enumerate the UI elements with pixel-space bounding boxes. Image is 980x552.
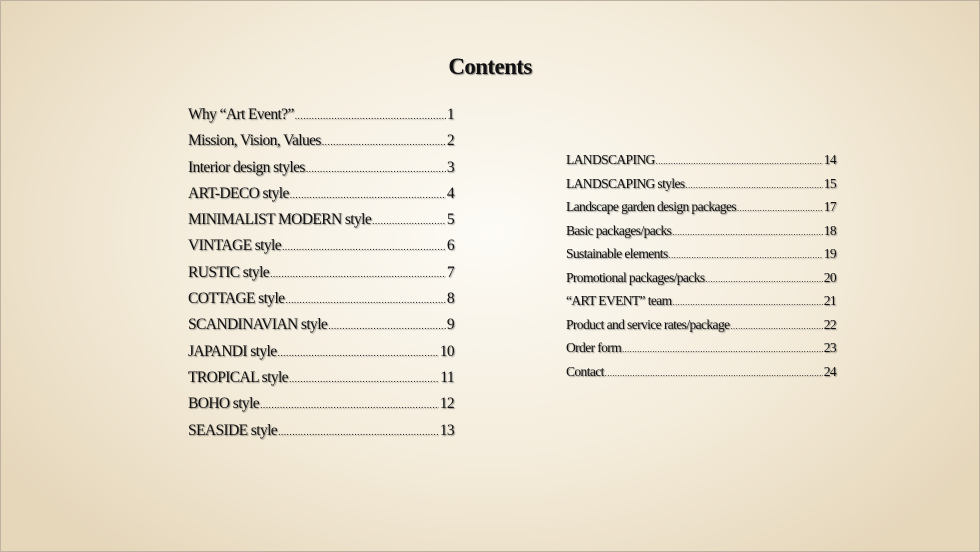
toc-leader-dots [622,345,823,354]
toc-entry [566,223,836,247]
toc-entry-page: 1 [446,106,454,123]
toc-leader-dots [328,322,446,332]
toc-entry [566,270,836,294]
toc-entry-page: 8 [446,290,454,308]
toc-entry-label: RUSTIC style [188,263,270,281]
toc-leader-dots [669,251,823,260]
toc-entry-label: Interior design styles [188,158,305,176]
toc-entry-label: Product and service rates/package [566,316,730,332]
toc-leader-dots [289,375,439,385]
toc-entry [566,152,836,176]
toc-entry [566,199,836,223]
toc-leader-dots [290,191,446,201]
toc-leader-dots [278,428,439,438]
toc-entry-label: Promotional packages/packs [566,269,705,285]
toc-entry-page: 2 [446,132,454,150]
toc-entry-label: Why “Art Event?” [188,106,294,123]
toc-entry [188,422,454,448]
toc-leader-dots [672,228,822,237]
toc-entry [188,264,454,290]
toc-entry-page: 12 [439,395,454,413]
toc-entry-label: Sustainable elements [566,246,668,261]
toc-leader-dots [260,401,439,411]
toc-entry-label: ART-DECO style [188,184,289,202]
toc-leader-dots [731,322,823,331]
toc-entry-label: COTTAGE style [188,290,285,308]
toc-leader-dots [322,138,446,148]
toc-entry-page: 21 [823,293,836,308]
toc-entry-label: SEASIDE style [188,421,278,439]
toc-leader-dots [737,204,823,213]
toc-entry [566,293,836,317]
toc-entry-page: 24 [823,363,836,379]
toc-entry [188,106,454,132]
toc-entry-label: VINTAGE style [188,237,281,255]
toc-entry-page: 4 [446,184,454,202]
toc-entry-label: SCANDINAVIAN style [188,316,328,334]
toc-entry-label: LANDSCAPING styles [566,175,685,191]
toc-entry [188,369,454,395]
toc-entry-page: 6 [446,237,454,255]
toc-entry-page: 19 [823,246,836,261]
toc-entry [566,317,836,341]
toc-entry [188,237,454,263]
toc-leader-dots [270,270,446,280]
toc-entry [188,185,454,211]
toc-entry [566,176,836,200]
toc-entry-page: 13 [439,421,454,439]
toc-entry-page: 9 [446,316,454,334]
toc-leader-dots [372,217,446,227]
toc-entry-page: 14 [823,152,836,167]
toc-entry-page: 7 [446,263,454,281]
toc-leader-dots [656,157,823,166]
toc-entry-page: 18 [823,222,836,238]
toc-entry-page: 23 [823,340,836,355]
toc-entry [188,159,454,185]
toc-entry [188,343,454,369]
toc-entry-page: 10 [439,342,454,360]
contents-title: Contents [448,54,532,79]
toc-entry-page: 5 [446,211,454,229]
toc-entry-label: BOHO style [188,395,260,413]
toc-entry-page: 17 [823,199,836,214]
toc-entry-label: Contact [566,363,604,379]
toc-entry [188,211,454,237]
toc-entry [188,395,454,421]
toc-entry-page: 20 [823,269,836,285]
toc-entry-page: 15 [823,175,836,191]
toc-entry-label: JAPANDI style [188,342,277,360]
toc-leader-dots [285,296,445,306]
toc-left-column [188,106,454,448]
toc-entry-label: Basic packages/packs [566,222,672,238]
toc-entry [188,132,454,158]
toc-entry-page: 11 [440,368,454,386]
toc-leader-dots [686,181,823,190]
toc-entry-label: Order form [566,340,622,355]
toc-entry-label: TROPICAL style [188,368,288,386]
toc-entry [188,316,454,342]
toc-leader-dots [282,243,446,253]
toc-entry-label: “ART EVENT” team [566,293,672,308]
toc-entry [566,340,836,364]
toc-entry-page: 3 [446,158,454,176]
toc-entry [188,290,454,316]
toc-entry-label: Landscape garden design packages [566,199,737,214]
toc-leader-dots [705,275,822,284]
toc-entry-label: LANDSCAPING [566,152,655,167]
toc-leader-dots [605,369,823,378]
toc-entry-label: MINIMALIST MODERN style [188,211,372,229]
toc-leader-dots [673,298,823,307]
toc-entry [566,246,836,270]
toc-leader-dots [295,112,446,122]
toc-entry-page: 22 [823,316,836,332]
toc-leader-dots [278,349,439,359]
toc-entry-label: Mission, Vision, Values [188,132,321,150]
toc-right-column [566,152,836,387]
toc-leader-dots [306,165,446,175]
toc-entry [566,364,836,388]
